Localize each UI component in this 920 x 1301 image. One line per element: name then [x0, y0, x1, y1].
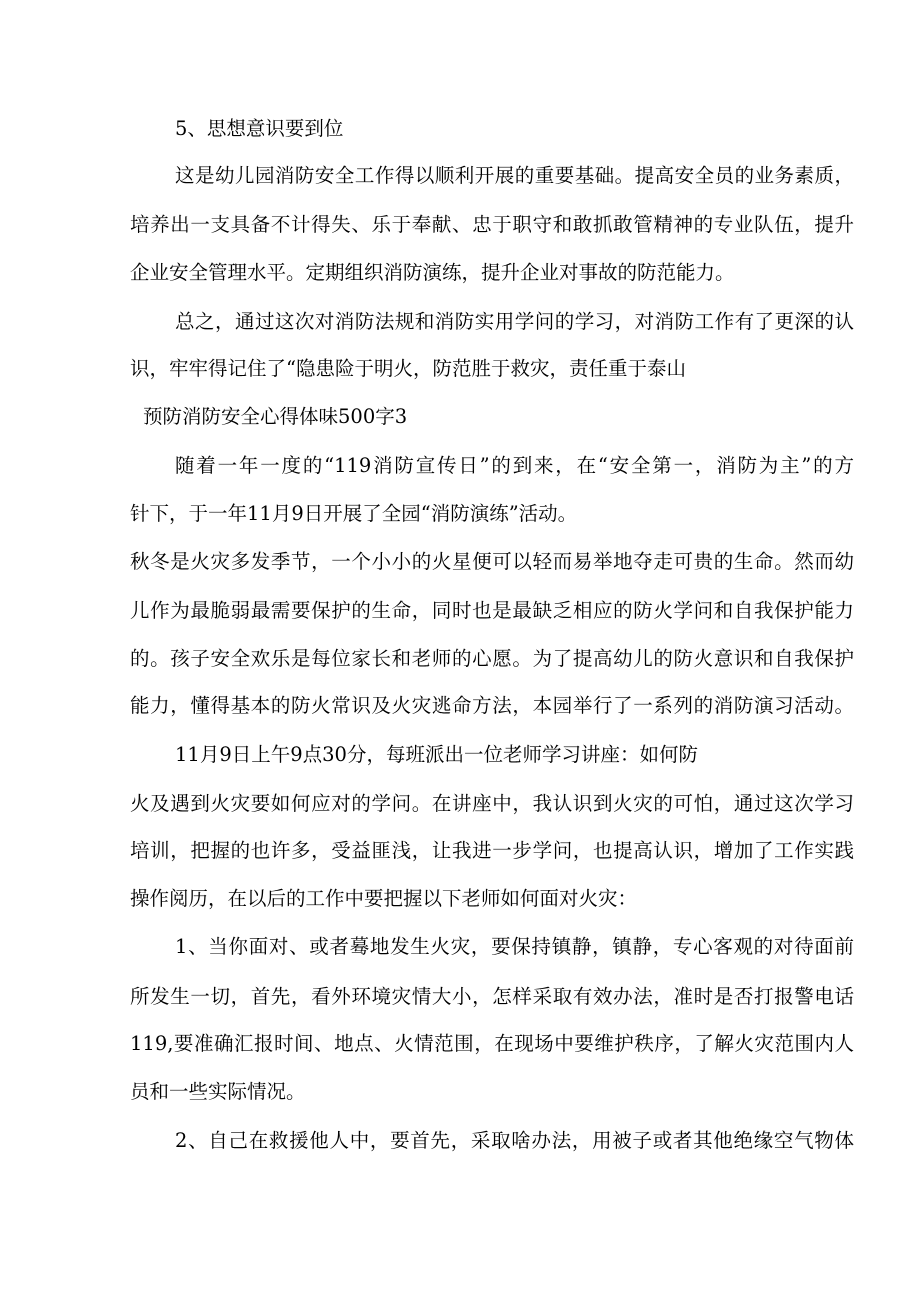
point-1-line-3: 119,要准确汇报时间、地点、火情范围，在现场中要维护秩序，了解火灾范围内人 — [130, 1032, 854, 1055]
point-1-line-4: 员和一些实际情况。 — [130, 1080, 306, 1103]
para-lecture-line-4: 操作阅历，在以后的工作中要把握以下老师如何面对火灾： — [130, 887, 638, 910]
para-autumn-line-3: 的。孩子安全欢乐是每位家长和老师的心愿。为了提高幼儿的防火意识和自我保护 — [130, 647, 854, 670]
point-1-line-1: 1、当你面对、或者蓦地发生火灾，要保持镇静，镇静，专心客观的对待面前 — [175, 935, 854, 958]
point-2-line-1: 2、自己在救援他人中，要首先，采取啥办法，用被子或者其他绝缘空气物体 — [175, 1129, 854, 1152]
para-lecture-line-1: 11月9日上午9点30分，每班派出一位老师学习讲座：如何防 — [175, 743, 698, 766]
para-base-line-1: 这是幼儿园消防安全工作得以顺利开展的重要基础。提高安全员的业务素质， — [175, 164, 854, 187]
para-intro-line-2: 针下，于一年11月9日开展了全园“消防演练”活动。 — [130, 502, 578, 525]
para-lecture-line-2: 火及遇到火灾要如何应对的学问。在讲座中，我认识到火灾的可怕，通过这次学习 — [130, 792, 854, 815]
point-1-line-2: 所发生一切，首先，看外环境灾情大小，怎样采取有效办法，准时是否打报警电话 — [130, 985, 854, 1008]
para-summary-line-2: 识，牢牢得记住了“隐患险于明火，防范胜于救灾，责任重于泰山 — [130, 357, 686, 380]
para-base-line-2: 培养出一支具备不计得失、乐于奉献、忠于职守和敢抓敢管精神的专业队伍，提升 — [130, 213, 854, 236]
para-intro-line-1: 随着一年一度的“119消防宣传日”的到来，在“安全第一，消防为主”的方 — [175, 454, 854, 477]
para-lecture-line-3: 培训，把握的也许多，受益匪浅，让我进一步学问，也提高认识，增加了工作实践 — [130, 839, 854, 862]
para-base-line-3: 企业安全管理水平。定期组织消防演练，提升企业对事故的防范能力。 — [130, 261, 735, 284]
para-summary-line-1: 总之，通过这次对消防法规和消防实用学问的学习，对消防工作有了更深的认 — [175, 310, 854, 333]
para-autumn-line-1: 秋冬是火灾多发季节，一个小小的火星便可以轻而易举地夺走可贵的生命。然而幼 — [130, 550, 854, 573]
section-heading-5: 5、思想意识要到位 — [175, 117, 344, 140]
para-autumn-line-4: 能力，懂得基本的防火常识及火灾逃命方法，本园举行了一系列的消防演习活动。 — [130, 694, 854, 717]
article-title: 预防消防安全心得体味500字3 — [143, 405, 408, 428]
para-autumn-line-2: 儿作为最脆弱最需要保护的生命，同时也是最缺乏相应的防火学问和自我保护能力 — [130, 599, 854, 622]
